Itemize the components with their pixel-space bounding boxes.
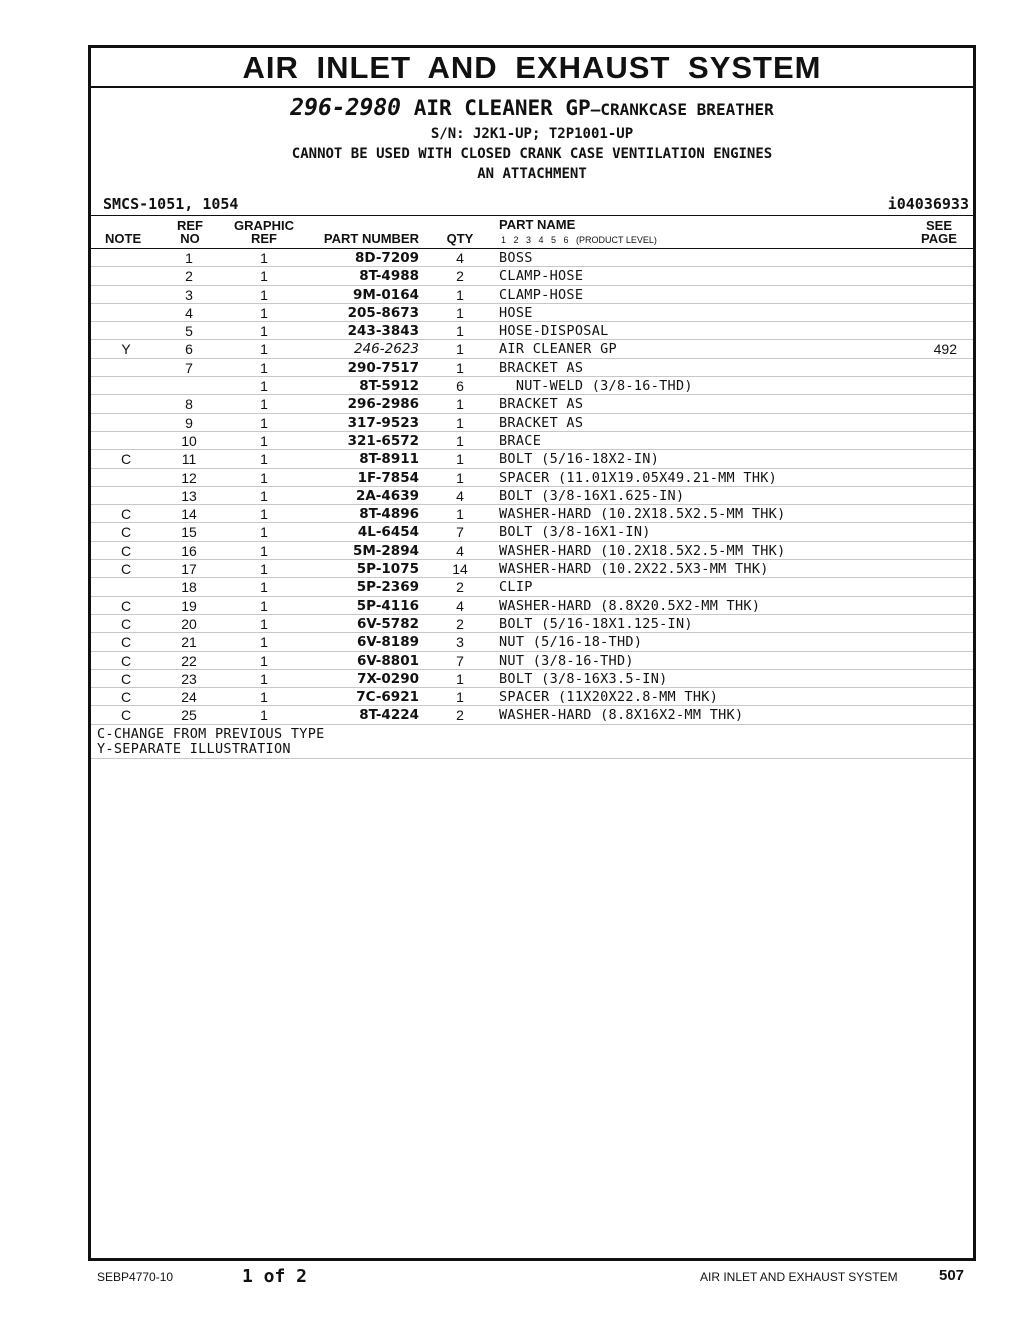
table-row	[91, 286, 973, 304]
row-graphic-ref: 1	[260, 286, 268, 303]
group-dash: —	[590, 100, 601, 119]
row-graphic-ref: 1	[260, 268, 268, 285]
row-qty: 4	[456, 542, 464, 559]
row-graphic-ref: 1	[260, 615, 268, 632]
row-part-name: HOSE-DISPOSAL	[499, 323, 609, 340]
row-part-number: 317-9523	[347, 414, 419, 431]
row-note: C	[120, 597, 132, 614]
row-graphic-ref: 1	[260, 652, 268, 669]
row-see-page: 492	[933, 341, 957, 358]
row-graphic-ref: 1	[260, 341, 268, 358]
table-row	[91, 414, 973, 432]
row-qty: 1	[456, 323, 464, 340]
row-qty: 2	[456, 615, 464, 632]
row-ref-no: 21	[181, 634, 197, 651]
legend-change: C-CHANGE FROM PREVIOUS TYPE	[97, 725, 325, 742]
table-row	[91, 487, 973, 505]
page-title: AIR INLET AND EXHAUST SYSTEM	[91, 48, 973, 88]
row-qty: 1	[456, 286, 464, 303]
header-product-level: 1 2 3 4 5 6 (PRODUCT LEVEL)	[501, 235, 657, 245]
row-part-name: AIR CLEANER GP	[499, 341, 617, 358]
group-name: AIR CLEANER GP	[413, 96, 591, 120]
row-part-number: 296-2986	[347, 396, 419, 413]
row-note: C	[120, 506, 132, 523]
table-row	[91, 542, 973, 560]
row-qty: 2	[456, 268, 464, 285]
row-qty: 1	[456, 341, 464, 358]
row-part-number: 6V-8801	[356, 652, 419, 669]
row-part-number: 205-8673	[347, 304, 419, 321]
row-part-name: CLAMP-HOSE	[499, 268, 584, 285]
row-part-name: BOLT (5/16-18X1.125-IN)	[499, 615, 693, 632]
parts-table-body	[91, 249, 973, 725]
row-part-number: 4L-6454	[357, 524, 419, 541]
row-graphic-ref: 1	[260, 579, 268, 596]
table-row	[91, 395, 973, 413]
row-graphic-ref: 1	[260, 707, 268, 724]
row-part-name: BOLT (3/8-16X3.5-IN)	[499, 670, 668, 687]
row-qty: 1	[456, 396, 464, 413]
row-ref-no: 19	[181, 597, 197, 614]
row-ref-no: 14	[181, 506, 197, 523]
row-graphic-ref: 1	[260, 378, 268, 395]
header-see-page-1: SEE	[925, 218, 952, 233]
group-part-number: 296-2980	[290, 95, 402, 121]
row-qty: 1	[456, 414, 464, 431]
table-row	[91, 340, 973, 358]
row-graphic-ref: 1	[260, 689, 268, 706]
row-note: C	[120, 542, 132, 559]
row-part-name: CLIP	[499, 579, 533, 596]
row-qty: 7	[456, 652, 464, 669]
row-part-number: 5P-4116	[356, 597, 419, 614]
row-part-name: BOLT (3/8-16X1-IN)	[499, 524, 651, 541]
row-graphic-ref: 1	[260, 561, 268, 578]
row-note: C	[120, 615, 132, 632]
table-row	[91, 304, 973, 322]
table-row	[91, 469, 973, 487]
table-row	[91, 560, 973, 578]
row-part-name: BRACKET AS	[499, 396, 584, 413]
row-graphic-ref: 1	[260, 250, 268, 266]
header-part-name: PART NAME	[499, 217, 576, 232]
row-ref-no: 11	[181, 451, 197, 468]
table-row	[91, 432, 973, 450]
row-part-name: BRACE	[499, 432, 542, 449]
page-footer	[0, 1262, 1020, 1292]
row-qty: 1	[456, 506, 464, 523]
table-row	[91, 377, 973, 395]
row-graphic-ref: 1	[260, 634, 268, 651]
row-qty: 1	[456, 304, 464, 321]
row-part-number: 1F-7854	[357, 469, 419, 486]
row-ref-no: 24	[181, 689, 197, 706]
row-qty: 6	[456, 378, 464, 395]
table-row	[91, 688, 973, 706]
row-graphic-ref: 1	[260, 524, 268, 541]
row-qty: 2	[456, 579, 464, 596]
row-graphic-ref: 1	[260, 469, 268, 486]
row-part-number: 6V-5782	[356, 615, 419, 632]
row-part-name: SPACER (11X20X22.8-MM THK)	[499, 689, 719, 706]
row-qty: 14	[452, 561, 468, 578]
table-header	[91, 215, 973, 249]
row-part-number: 8T-5912	[359, 378, 419, 395]
row-part-number: 243-3843	[347, 323, 419, 340]
row-qty: 4	[456, 487, 464, 504]
row-graphic-ref: 1	[260, 506, 268, 523]
table-row	[91, 505, 973, 523]
row-ref-no: 16	[181, 542, 197, 559]
row-part-number: 6V-8189	[356, 634, 419, 651]
row-ref-no: 2	[185, 268, 193, 285]
row-part-number: 5P-1075	[356, 561, 419, 578]
row-part-number: 290-7517	[347, 359, 419, 376]
header-graphic-ref-1: GRAPHIC	[234, 218, 294, 233]
row-qty: 1	[456, 689, 464, 706]
footer-page-number: 507	[939, 1267, 965, 1284]
group-heading	[91, 94, 973, 124]
row-qty: 1	[456, 469, 464, 486]
row-part-number: 246-2623	[354, 341, 419, 358]
row-part-name: WASHER-HARD (10.2X18.5X2.5-MM THK)	[499, 506, 786, 523]
table-row	[91, 450, 973, 468]
table-row	[91, 267, 973, 285]
smcs-row	[91, 193, 973, 215]
row-part-name: HOSE	[499, 304, 533, 321]
row-graphic-ref: 1	[260, 304, 268, 321]
row-part-name: BOLT (3/8-16X1.625-IN)	[499, 487, 685, 504]
row-part-number: 8T-4988	[359, 268, 419, 285]
row-graphic-ref: 1	[260, 414, 268, 431]
row-part-number: 9M-0164	[352, 286, 419, 303]
row-ref-no: 9	[185, 414, 193, 431]
row-part-name: BRACKET AS	[499, 359, 584, 376]
row-part-number: 321-6572	[347, 432, 419, 449]
smcs-code: SMCS-1051, 1054	[103, 195, 239, 213]
row-note: C	[120, 707, 132, 724]
row-qty: 7	[456, 524, 464, 541]
legend-separate: Y-SEPARATE ILLUSTRATION	[97, 740, 291, 757]
row-qty: 4	[456, 250, 464, 266]
row-graphic-ref: 1	[260, 359, 268, 376]
row-qty: 1	[456, 670, 464, 687]
group-subname: CRANKCASE BREATHER	[600, 100, 774, 119]
footer-section: AIR INLET AND EXHAUST SYSTEM	[700, 1270, 898, 1284]
row-part-name: NUT (3/8-16-THD)	[499, 652, 634, 669]
row-qty: 3	[456, 634, 464, 651]
row-qty: 2	[456, 707, 464, 724]
row-ref-no: 18	[181, 579, 197, 596]
row-part-number: 5P-2369	[356, 579, 419, 596]
row-part-name: WASHER-HARD (8.8X16X2-MM THK)	[499, 707, 744, 724]
table-row	[91, 523, 973, 541]
row-part-number: 7X-0290	[357, 670, 419, 687]
parts-page-frame	[88, 45, 976, 1261]
notes-legend	[91, 725, 973, 759]
row-ref-no: 20	[181, 615, 197, 632]
row-ref-no: 5	[185, 323, 193, 340]
row-part-name: CLAMP-HOSE	[499, 286, 584, 303]
header-graphic-ref-2: REF	[251, 231, 277, 246]
row-part-number: 8T-4224	[359, 707, 419, 724]
row-note: C	[120, 652, 132, 669]
row-part-number: 5M-2894	[352, 542, 419, 559]
row-part-name: BRACKET AS	[499, 414, 584, 431]
row-graphic-ref: 1	[260, 396, 268, 413]
row-ref-no: 7	[185, 359, 193, 376]
table-row	[91, 633, 973, 651]
row-graphic-ref: 1	[260, 597, 268, 614]
row-ref-no: 15	[181, 524, 197, 541]
row-part-number: 2A-4639	[355, 487, 419, 504]
row-graphic-ref: 1	[260, 542, 268, 559]
row-note: C	[120, 689, 132, 706]
header-see-page-2: PAGE	[921, 231, 957, 246]
row-graphic-ref: 1	[260, 451, 268, 468]
table-row	[91, 706, 973, 724]
row-part-name: NUT (5/16-18-THD)	[499, 634, 643, 651]
row-qty: 1	[456, 359, 464, 376]
illustration-id: i04036933	[887, 195, 969, 213]
row-ref-no: 4	[185, 304, 193, 321]
row-qty: 1	[456, 451, 464, 468]
table-row	[91, 670, 973, 688]
row-part-name: BOLT (5/16-18X2-IN)	[499, 451, 660, 468]
footer-doc-id: SEBP4770-10	[97, 1270, 174, 1284]
row-part-name: WASHER-HARD (10.2X18.5X2.5-MM THK)	[499, 542, 786, 559]
row-graphic-ref: 1	[260, 487, 268, 504]
row-note: C	[120, 561, 132, 578]
row-part-name: BOSS	[499, 250, 533, 266]
header-ref-no-2: NO	[180, 231, 200, 246]
row-part-number: 7C-6921	[356, 689, 419, 706]
row-ref-no: 25	[181, 707, 197, 724]
row-ref-no: 1	[185, 250, 193, 266]
row-ref-no: 13	[181, 487, 197, 504]
row-note: C	[120, 524, 132, 541]
table-row	[91, 597, 973, 615]
row-part-number: 8T-8911	[359, 451, 419, 468]
row-note: C	[120, 670, 132, 687]
group-note-2: AN ATTACHMENT	[477, 166, 587, 182]
table-row	[91, 322, 973, 340]
row-ref-no: 8	[185, 396, 193, 413]
table-row	[91, 249, 973, 267]
row-part-name: NUT-WELD (3/8-16-THD)	[499, 378, 693, 395]
header-qty: QTY	[446, 231, 474, 246]
header-part-number: PART NUMBER	[323, 231, 419, 246]
row-note: Y	[121, 341, 131, 358]
row-ref-no: 12	[181, 469, 197, 486]
table-row	[91, 578, 973, 596]
header-ref-no-1: REF	[177, 218, 203, 233]
row-graphic-ref: 1	[260, 670, 268, 687]
row-part-number: 8T-4896	[359, 506, 419, 523]
row-graphic-ref: 1	[260, 323, 268, 340]
table-row	[91, 652, 973, 670]
row-note: C	[120, 451, 132, 468]
group-note-1: CANNOT BE USED WITH CLOSED CRANK CASE VENTILATION ENGINES	[291, 146, 773, 162]
row-part-name: WASHER-HARD (10.2X22.5X3-MM THK)	[499, 561, 769, 578]
row-ref-no: 6	[185, 341, 193, 358]
row-note: C	[120, 634, 132, 651]
serial-numbers: S/N: J2K1-UP; T2P1001-UP	[430, 126, 634, 142]
row-ref-no: 17	[181, 561, 197, 578]
footer-page-of: 1 of 2	[242, 1266, 308, 1287]
row-part-name: SPACER (11.01X19.05X49.21-MM THK)	[499, 469, 778, 486]
row-ref-no: 22	[181, 652, 197, 669]
row-part-name: WASHER-HARD (8.8X20.5X2-MM THK)	[499, 597, 761, 614]
row-graphic-ref: 1	[260, 432, 268, 449]
row-ref-no: 3	[185, 286, 193, 303]
row-qty: 4	[456, 597, 464, 614]
row-qty: 1	[456, 432, 464, 449]
table-row	[91, 359, 973, 377]
table-row	[91, 615, 973, 633]
row-ref-no: 10	[181, 432, 197, 449]
row-ref-no: 23	[181, 670, 197, 687]
row-part-number: 8D-7209	[354, 250, 419, 266]
header-note: NOTE	[105, 231, 142, 246]
